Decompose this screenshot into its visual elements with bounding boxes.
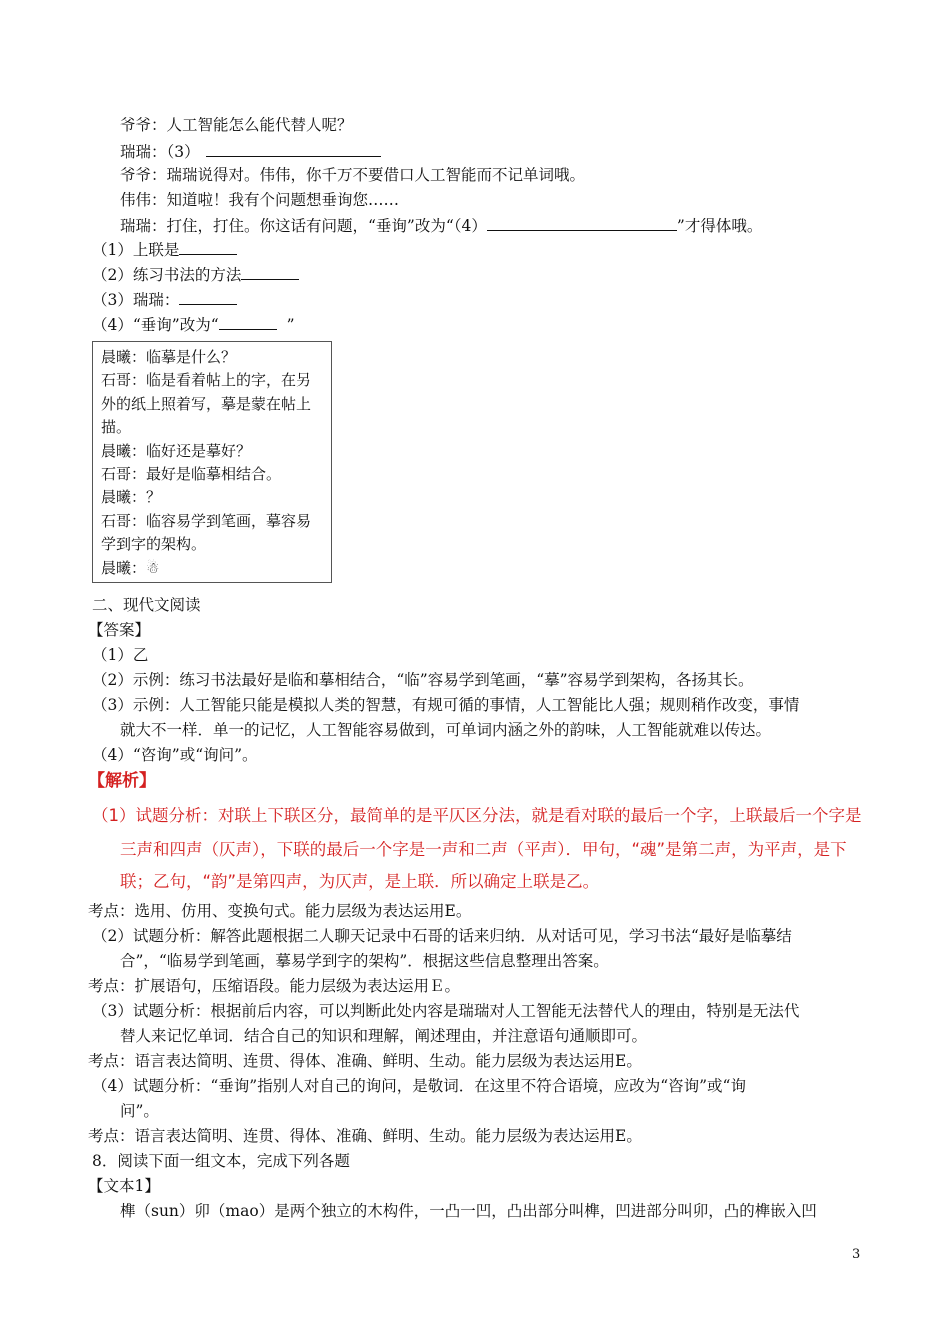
question-1-blank[interactable] [179, 238, 237, 255]
section-title: 二、现代文阅读 [92, 596, 201, 614]
chat-line: 晨曦：☃ [101, 558, 160, 577]
answer-1: （1）乙 [92, 646, 149, 664]
analysis-3-line-2: 替人来记忆单词．结合自己的知识和理解，阐述理由，并注意语句通顺即可。 [120, 1027, 648, 1045]
chat-line: 学到字的架构。 [101, 535, 207, 554]
question-3-text: （3）瑞瑞： [92, 291, 180, 309]
analysis-4-line-1: （4）试题分析：“垂询”指别人对自己的询问，是敬词．在这里不符合语境，应改为“咨询”或“询 [92, 1077, 746, 1095]
question-3 [92, 288, 237, 311]
answer-2: （2）示例：练习书法最好是临和摹相结合，“临”容易学到笔画，“摹”容易学到架构，各扬其长。 [92, 671, 754, 689]
question-4-end: ” [286, 316, 295, 334]
analysis-heading: 【解析】 [88, 771, 156, 791]
key-point-3: 考点：语言表达简明、连贯、得体、准确、鲜明、生动。能力层级为表达运用E。 [88, 1052, 642, 1070]
chat-line: 石哥：临容易学到笔画，摹容易 [101, 511, 312, 530]
chat-record-box [92, 341, 332, 583]
key-point-2: 考点：扩展语句，压缩语段。能力层级为表达运用Ｅ。 [88, 977, 461, 995]
question-8-title: 8．阅读下面一组文本，完成下列各题 [92, 1152, 350, 1170]
dialogue-line-2 [120, 140, 381, 163]
dialogue-line-5 [120, 214, 762, 237]
question-3-blank[interactable] [179, 288, 237, 305]
question-2-text: （2）练习书法的方法 [92, 266, 242, 284]
answer-3-line-1: （3）示例：人工智能只能是模拟人类的智慧，有规可循的事情，人工智能比人强；规则稍作改变，事情 [92, 696, 800, 714]
chat-line: 石哥：最好是临摹相结合。 [101, 465, 282, 484]
chat-line: 晨曦：临好还是摹好？ [101, 441, 252, 460]
analysis-2-line-1: （2）试题分析：解答此题根据二人聊天记录中石哥的话来归纳．从对话可见，学习书法“最好是临摹结 [92, 927, 792, 945]
analysis-3-line-1: （3）试题分析：根据前后内容，可以判断此处内容是瑞瑞对人工智能无法替代人的理由，特别是无法代 [92, 1002, 800, 1020]
chat-line: 晨曦：？ [101, 488, 162, 507]
page-number: 3 [852, 1247, 861, 1262]
answer-blank-3[interactable] [206, 140, 381, 157]
text-1-label: 【文本1】 [88, 1177, 160, 1195]
key-point-1: 考点：选用、仿用、变换句式。能力层级为表达运用E。 [88, 902, 472, 920]
chat-line: 晨曦：临摹是什么？ [101, 348, 237, 366]
question-4 [92, 313, 295, 336]
text-1-line: 榫（sun）卯（mao）是两个独立的木构件，一凸一凹，凸出部分叫榫，凹进部分叫卯，凸的榫嵌入凹 [120, 1202, 817, 1220]
dialogue-line-1: 爷爷：人工智能怎么能代替人呢？ [120, 116, 353, 134]
answer-heading: 【答案】 [88, 621, 151, 639]
analysis-red-line-2: 三声和四声（仄声），下联的最后一个字是一声和二声（平声）．甲句，“魂”是第二声，为平声，是下 [120, 840, 847, 859]
analysis-red-line-1: （1）试题分析：对联上下联区分，最简单的是平仄区分法，就是看对联的最后一个字，上联最后一个字是 [92, 806, 862, 825]
chat-line: 描。 [101, 418, 132, 437]
dialogue-line-5-text: 瑞瑞：打住，打住。你这话有问题，“垂询”改为“（4） [120, 217, 487, 235]
question-4-text: （4）“垂询”改为“ [92, 316, 219, 334]
analysis-2-line-2: 合”，“临易学到笔画，摹易学到字的架构”．根据这些信息整理出答案。 [120, 952, 609, 970]
answer-3-line-2: 就大不一样．单一的记忆，人工智能容易做到，可单词内涵之外的韵味，人工智能就难以传达。 [120, 721, 772, 739]
question-4-blank[interactable] [219, 313, 277, 330]
chat-line: 石哥：临是看着帖上的字，在另 [101, 371, 312, 390]
dialogue-line-3: 爷爷：瑞瑞说得对。伟伟，你千万不要借口人工智能而不记单词哦。 [120, 166, 586, 184]
answer-4: （4）“咨询”或“询问”。 [92, 746, 258, 764]
dialogue-line-4: 伟伟：知道啦！我有个问题想垂询您…… [120, 191, 400, 209]
analysis-red-line-3: 联；乙句，“韵”是第四声，为仄声，是上联．所以确定上联是乙。 [120, 872, 600, 891]
analysis-4-line-2: 问”。 [120, 1102, 159, 1120]
answer-blank-4[interactable] [487, 214, 677, 231]
question-1 [92, 238, 237, 261]
question-1-text: （1）上联是 [92, 241, 180, 259]
dialogue-line-2-text: 瑞瑞：（3） [120, 143, 200, 161]
chat-line: 外的纸上照着写，摹是蒙在帖上 [101, 394, 312, 413]
question-2 [92, 263, 299, 286]
dialogue-line-5-end: ”才得体哦。 [676, 217, 763, 235]
question-2-blank[interactable] [241, 263, 299, 280]
key-point-4: 考点：语言表达简明、连贯、得体、准确、鲜明、生动。能力层级为表达运用E。 [88, 1127, 642, 1145]
